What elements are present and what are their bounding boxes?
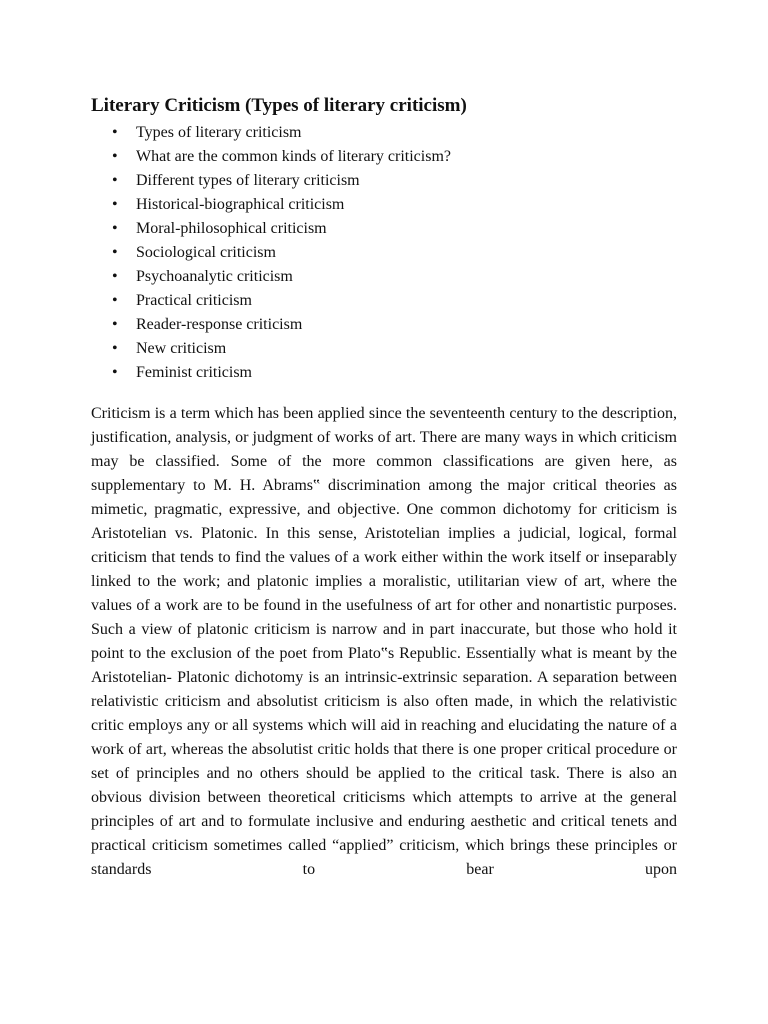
list-item-label: What are the common kinds of literary criticism? bbox=[136, 148, 451, 165]
bullet-icon: • bbox=[112, 220, 118, 237]
bullet-icon: • bbox=[112, 196, 118, 213]
list-item bbox=[91, 121, 677, 145]
list-item bbox=[91, 241, 677, 265]
list-item-label: Sociological criticism bbox=[136, 244, 276, 261]
bullet-icon: • bbox=[112, 124, 118, 141]
list-item bbox=[91, 193, 677, 217]
list-item-label: New criticism bbox=[136, 340, 227, 357]
list-item bbox=[91, 217, 677, 241]
topic-list bbox=[91, 121, 677, 385]
list-item-label: Psychoanalytic criticism bbox=[136, 268, 293, 285]
bullet-icon: • bbox=[112, 172, 118, 189]
bullet-icon: • bbox=[112, 340, 118, 357]
bullet-icon: • bbox=[112, 316, 118, 333]
list-item-label: Reader-response criticism bbox=[136, 316, 303, 333]
body-paragraph: Criticism is a term which has been applied since the seventeenth century to the description, justification, analysis, or judgment of works of art. There are many ways in which criticism may be classified. Some of the more common classifications are given here, as supplementary to M. H. Abrams‟ discrimination among the major critical theories as mimetic, pragmatic, expressive, and objective. One common dichotomy for criticism is Aristotelian vs. Platonic. In this sense, Aristotelian implies a judicial, logical, formal criticism that tends to find the values of a work either within the work itself or inseparably linked to the work; and platonic implies a moralistic, utilitarian view of art, where the values of a work are to be found in the usefulness of art for other and nonartistic purposes. Such a view of platonic criticism is narrow and in part inaccurate, but those who hold it point to the exclusion of the poet from Plato‟s Republic. Essentially what is meant by the Aristotelian- Platonic dichotomy is an intrinsic-extrinsic separation. A separation between relativistic criticism and absolutist criticism is also often made, in which the relativistic critic employs any or all systems which will aid in reaching and elucidating the nature of a work of art, whereas the absolutist critic holds that there is one proper critical procedure or set of principles and no others should be applied to the critical task. There is also an obvious division between theoretical criticisms which attempts to arrive at the general principles of art and to formulate inclusive and enduring aesthetic and critical tenets and practical criticism sometimes called “applied” criticism, which brings these principles or standards to bear upon bbox=[91, 405, 677, 878]
list-item-label: Feminist criticism bbox=[136, 364, 252, 381]
list-item-label: Types of literary criticism bbox=[136, 124, 302, 141]
list-item-label: Historical-biographical criticism bbox=[136, 196, 345, 213]
document-title: Literary Criticism (Types of literary criticism) bbox=[91, 95, 467, 116]
bullet-icon: • bbox=[112, 268, 118, 285]
list-item bbox=[91, 289, 677, 313]
list-item bbox=[91, 337, 677, 361]
bullet-icon: • bbox=[112, 244, 118, 261]
bullet-icon: • bbox=[112, 364, 118, 381]
list-item bbox=[91, 169, 677, 193]
bullet-icon: • bbox=[112, 292, 118, 309]
list-item bbox=[91, 313, 677, 337]
list-item-label: Practical criticism bbox=[136, 292, 252, 309]
document-content bbox=[91, 93, 677, 882]
bullet-icon: • bbox=[112, 148, 118, 165]
list-item bbox=[91, 265, 677, 289]
list-item bbox=[91, 361, 677, 385]
list-item bbox=[91, 145, 677, 169]
list-item-label: Different types of literary criticism bbox=[136, 172, 360, 189]
list-item-label: Moral-philosophical criticism bbox=[136, 220, 327, 237]
